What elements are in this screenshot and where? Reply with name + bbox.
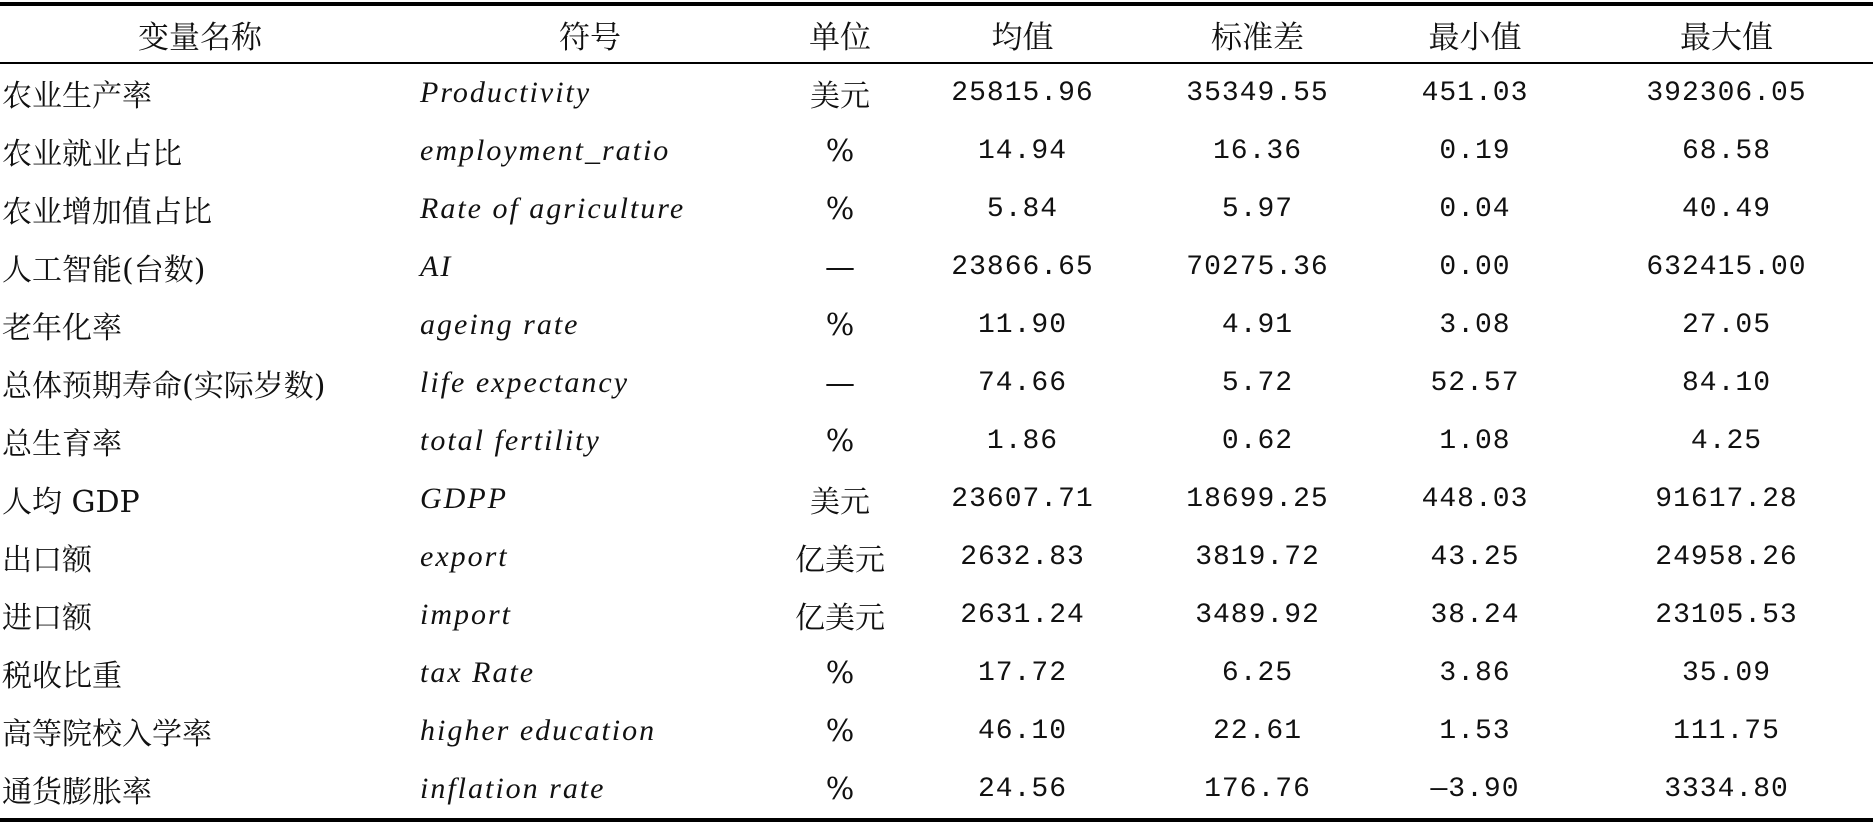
std-cell: 22.61 <box>1212 715 1302 747</box>
mean-cell: 24.56 <box>900 760 1145 820</box>
variable-name-cell: 农业生产率 <box>2 79 152 114</box>
min-cell: 3.08 <box>1439 309 1511 341</box>
table-row <box>0 238 1873 296</box>
std-cell: 0.62 <box>1221 425 1294 457</box>
unit-cell: 美元 <box>810 79 870 114</box>
variable-name-cell: 进口额 <box>2 601 92 636</box>
mean-cell: 74.66 <box>977 367 1067 399</box>
unit-cell: % <box>825 655 855 691</box>
table-row <box>0 412 1873 470</box>
table-row <box>0 354 1873 412</box>
unit-cell: 亿美元 <box>795 601 885 636</box>
max-cell: 24958.26 <box>1655 541 1798 573</box>
symbol-cell: export <box>420 540 509 573</box>
variable-name-cell: 税收比重 <box>2 659 122 694</box>
max-cell: 4.25 <box>1690 425 1763 457</box>
table-row <box>0 180 1873 238</box>
min-cell: 52.57 <box>1430 367 1520 399</box>
table-header <box>0 4 1873 63</box>
variable-name-cell: 农业就业占比 <box>2 137 182 172</box>
header-symbol: 符号 <box>400 4 780 63</box>
symbol-cell: tax Rate <box>420 656 536 689</box>
variable-name-cell: 总体预期寿命(实际岁数) <box>2 369 326 404</box>
mean-cell: 14.94 <box>977 135 1067 167</box>
max-cell: 40.49 <box>1681 193 1771 225</box>
table-row <box>0 702 1873 760</box>
std-cell: 18699.25 <box>1186 483 1329 515</box>
variable-name-cell: 高等院校入学率 <box>2 717 212 752</box>
table-row <box>0 528 1873 586</box>
symbol-cell: ageing rate <box>420 308 580 341</box>
unit-cell: — <box>825 249 855 285</box>
unit-cell: % <box>780 760 900 820</box>
variable-name-cell: 人工智能(台数) <box>2 253 206 288</box>
symbol-cell: employment_ratio <box>420 134 671 167</box>
max-cell: 23105.53 <box>1655 599 1798 631</box>
symbol-cell: AI <box>420 250 453 283</box>
symbol-cell: Rate of agriculture <box>420 192 686 225</box>
variable-name-cell: 通货膨胀率 <box>0 760 400 820</box>
variable-name-cell: 人均 GDP <box>2 485 140 520</box>
std-cell: 3819.72 <box>1195 541 1320 573</box>
max-cell: 27.05 <box>1681 309 1771 341</box>
min-cell: 0.04 <box>1439 193 1511 225</box>
std-cell: 4.91 <box>1221 309 1294 341</box>
std-cell: 35349.55 <box>1186 77 1329 109</box>
mean-cell: 2632.83 <box>960 541 1085 573</box>
std-cell: 5.97 <box>1221 193 1294 225</box>
header-mean: 均值 <box>900 4 1145 63</box>
unit-cell: % <box>825 133 855 169</box>
variable-name-cell: 老年化率 <box>2 311 122 346</box>
std-cell: 5.72 <box>1221 367 1294 399</box>
min-cell: —3.90 <box>1370 760 1580 820</box>
symbol-cell: inflation rate <box>400 760 780 820</box>
mean-cell: 17.72 <box>977 657 1067 689</box>
std-cell: 6.25 <box>1221 657 1294 689</box>
table-row <box>0 470 1873 528</box>
max-cell: 632415.00 <box>1646 251 1807 283</box>
unit-cell: % <box>825 191 855 227</box>
std-cell: 3489.92 <box>1195 599 1320 631</box>
unit-cell: 美元 <box>810 485 870 520</box>
table-row <box>0 63 1873 122</box>
symbol-cell: life expectancy <box>420 366 630 399</box>
symbol-cell: total fertility <box>420 424 601 457</box>
mean-cell: 25815.96 <box>951 77 1094 109</box>
symbol-cell: higher education <box>420 714 657 747</box>
variable-name-cell: 出口额 <box>2 543 92 578</box>
header-variable-name: 变量名称 <box>0 4 400 63</box>
table-row <box>0 644 1873 702</box>
symbol-cell: Productivity <box>420 76 592 109</box>
mean-cell: 5.84 <box>986 193 1059 225</box>
max-cell: 68.58 <box>1681 135 1771 167</box>
mean-cell: 2631.24 <box>960 599 1085 631</box>
mean-cell: 11.90 <box>977 309 1067 341</box>
max-cell: 392306.05 <box>1646 77 1807 109</box>
header-unit: 单位 <box>780 4 900 63</box>
min-cell: 38.24 <box>1430 599 1520 631</box>
min-cell: 0.00 <box>1439 251 1511 283</box>
unit-cell: 亿美元 <box>795 543 885 578</box>
unit-cell: % <box>825 713 855 749</box>
unit-cell: — <box>825 365 855 401</box>
std-cell: 70275.36 <box>1186 251 1329 283</box>
min-cell: 0.19 <box>1439 135 1511 167</box>
table-row <box>0 760 1873 820</box>
symbol-cell: GDPP <box>420 482 508 515</box>
symbol-cell: import <box>420 598 513 631</box>
unit-cell: % <box>825 423 855 459</box>
min-cell: 1.08 <box>1439 425 1511 457</box>
min-cell: 451.03 <box>1421 77 1529 109</box>
header-std: 标准差 <box>1145 4 1370 63</box>
max-cell: 84.10 <box>1681 367 1771 399</box>
mean-cell: 46.10 <box>977 715 1067 747</box>
table-row <box>0 586 1873 644</box>
descriptive-statistics-table <box>0 2 1873 822</box>
max-cell: 111.75 <box>1673 715 1780 747</box>
min-cell: 43.25 <box>1430 541 1520 573</box>
header-min: 最小值 <box>1370 4 1580 63</box>
table-row <box>0 296 1873 354</box>
max-cell: 3334.80 <box>1580 760 1873 820</box>
max-cell: 91617.28 <box>1655 483 1798 515</box>
mean-cell: 23866.65 <box>951 251 1094 283</box>
unit-cell: % <box>825 307 855 343</box>
header-max: 最大值 <box>1580 4 1873 63</box>
min-cell: 448.03 <box>1421 483 1529 515</box>
table-row <box>0 122 1873 180</box>
std-cell: 16.36 <box>1212 135 1302 167</box>
header-row <box>0 4 1873 63</box>
mean-cell: 23607.71 <box>951 483 1094 515</box>
mean-cell: 1.86 <box>986 425 1059 457</box>
table-body <box>0 63 1873 820</box>
variable-name-cell: 农业增加值占比 <box>2 195 212 230</box>
std-cell: 176.76 <box>1145 760 1370 820</box>
min-cell: 1.53 <box>1439 715 1511 747</box>
max-cell: 35.09 <box>1681 657 1771 689</box>
min-cell: 3.86 <box>1439 657 1511 689</box>
variable-name-cell: 总生育率 <box>2 427 122 462</box>
